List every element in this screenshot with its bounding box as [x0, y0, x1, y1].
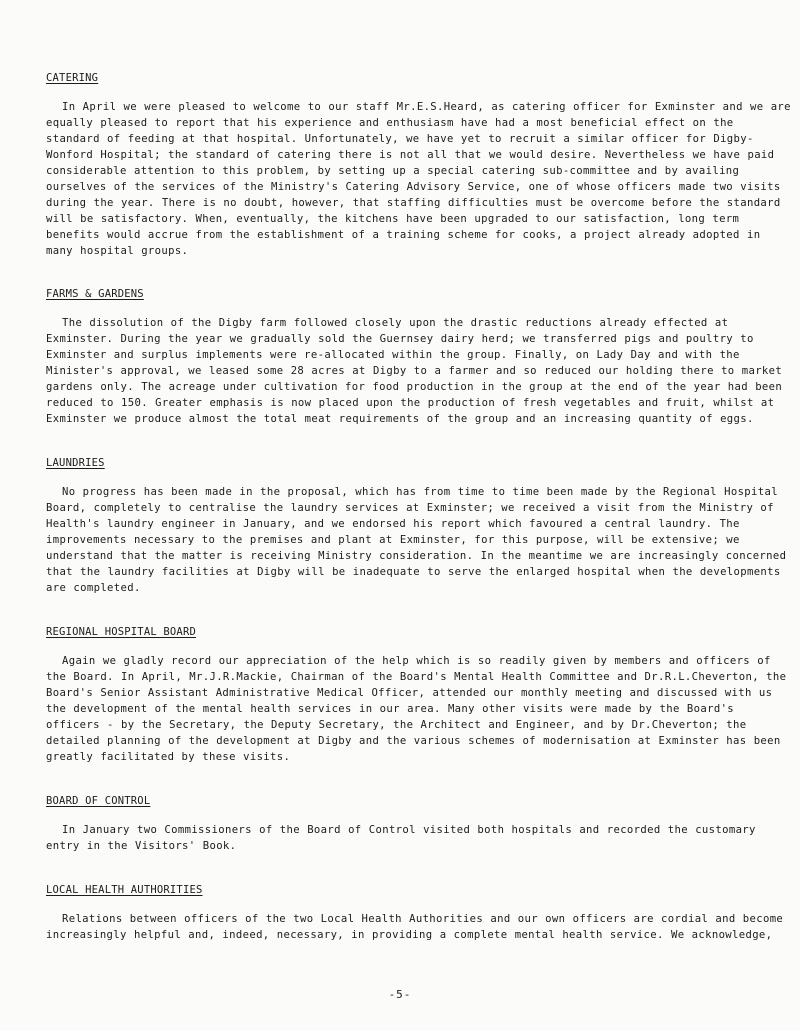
section-board-of-control [46, 789, 794, 854]
section-heading-catering: CATERING [46, 72, 99, 84]
section-heading-farms-gardens: FARMS & GARDENS [46, 288, 144, 300]
section-body-catering: In April we were pleased to welcome to our staff Mr.E.S.Heard, as catering officer for Exminster and we are equally pleased to report that his experience and enthusiasm have had a most beneficial effect on the standard of feeding at that hospital. Unfortunately, we have yet to recruit a similar officer for Digby-Wonford Hospital; the standard of catering there is not all that we would desire. Nevertheless we have paid considerable attention to this problem, by setting up a special catering sub-committee and by availing ourselves of the services of the Ministry's Catering Advisory Service, one of whose officers made two visits during the year. There is no doubt, however, that staffing difficulties must be overcome before the standard will be satisfactory. When, eventually, the kitchens have been upgraded to our satisfaction, long term benefits would accrue from the establishment of a training scheme for cooks, a project already adopted in many hospital groups. [46, 101, 791, 257]
section-body-regional-hospital-board: Again we gladly record our appreciation of the help which is so readily given by members and officers of the Board. In April, Mr.J.R.Mackie, Chairman of the Board's Mental Health Committee and Dr.R.L.Cheverton, the Board's Senior Assistant Administrative Medical Officer, attended our monthly meeting and discussed with us the development of the mental health services in our area. Many other visits were made by the Board's officers - by the Secretary, the Deputy Secretary, the Architect and Engineer, and by Dr.Cheverton; the detailed planning of the development at Digby and the various schemes of modernisation at Exminster has been greatly facilitated by these visits. [46, 655, 787, 763]
section-body-board-of-control: In January two Commissioners of the Board of Control visited both hospitals and recorded the customary entry in the Visitors' Book. [46, 824, 756, 852]
document-page [46, 66, 794, 943]
section-local-health-authorities [46, 878, 794, 943]
section-catering [46, 66, 794, 259]
section-body-farms-gardens: The dissolution of the Digby farm followed closely upon the drastic reductions already effected at Exminster. During the year we gradually sold the Guernsey dairy herd; we transferred pigs and poultry to Exminster and surplus implements were re-allocated within the group. Finally, on Lady Day and with the Minister's approval, we leased some 28 acres at Digby to a farmer and so reduced our holding there to market gardens only. The acreage under cultivation for food production in the group at the end of the year had been reduced to 150. Greater emphasis is now placed upon the production of fresh vegetables and fruit, whilst at Exminster we produce almost the total meat requirements of the group and an increasing quantity of eggs. [46, 317, 783, 425]
section-regional-hospital-board [46, 620, 794, 765]
section-heading-regional-hospital-board: REGIONAL HOSPITAL BOARD [46, 626, 196, 638]
section-heading-local-health-authorities: LOCAL HEALTH AUTHORITIES [46, 884, 203, 896]
section-body-laundries: No progress has been made in the proposal, which has from time to time been made by the Regional Hospital Board, completely to centralise the laundry services at Exminster; we received a visit from the Ministry of Health's laundry engineer in January, and we endorsed his report which favoured a central laundry. The improvements necessary to the premises and plant at Exminster, for this purpose, will be extensive; we understand that the matter is receiving Ministry consideration. In the meantime we are increasingly concerned that the laundry facilities at Digby will be inadequate to serve the enlarged hospital when the developments are completed. [46, 486, 787, 594]
section-body-local-health-authorities: Relations between officers of the two Local Health Authorities and our own officers are cordial and become increasingly helpful and, indeed, necessary, in providing a complete mental health service. We acknowledge, [46, 913, 784, 941]
section-heading-board-of-control: BOARD OF CONTROL [46, 795, 151, 807]
section-heading-laundries: LAUNDRIES [46, 457, 105, 469]
section-laundries [46, 451, 794, 596]
section-farms-gardens [46, 282, 794, 427]
page-number: -5- [388, 988, 412, 1001]
